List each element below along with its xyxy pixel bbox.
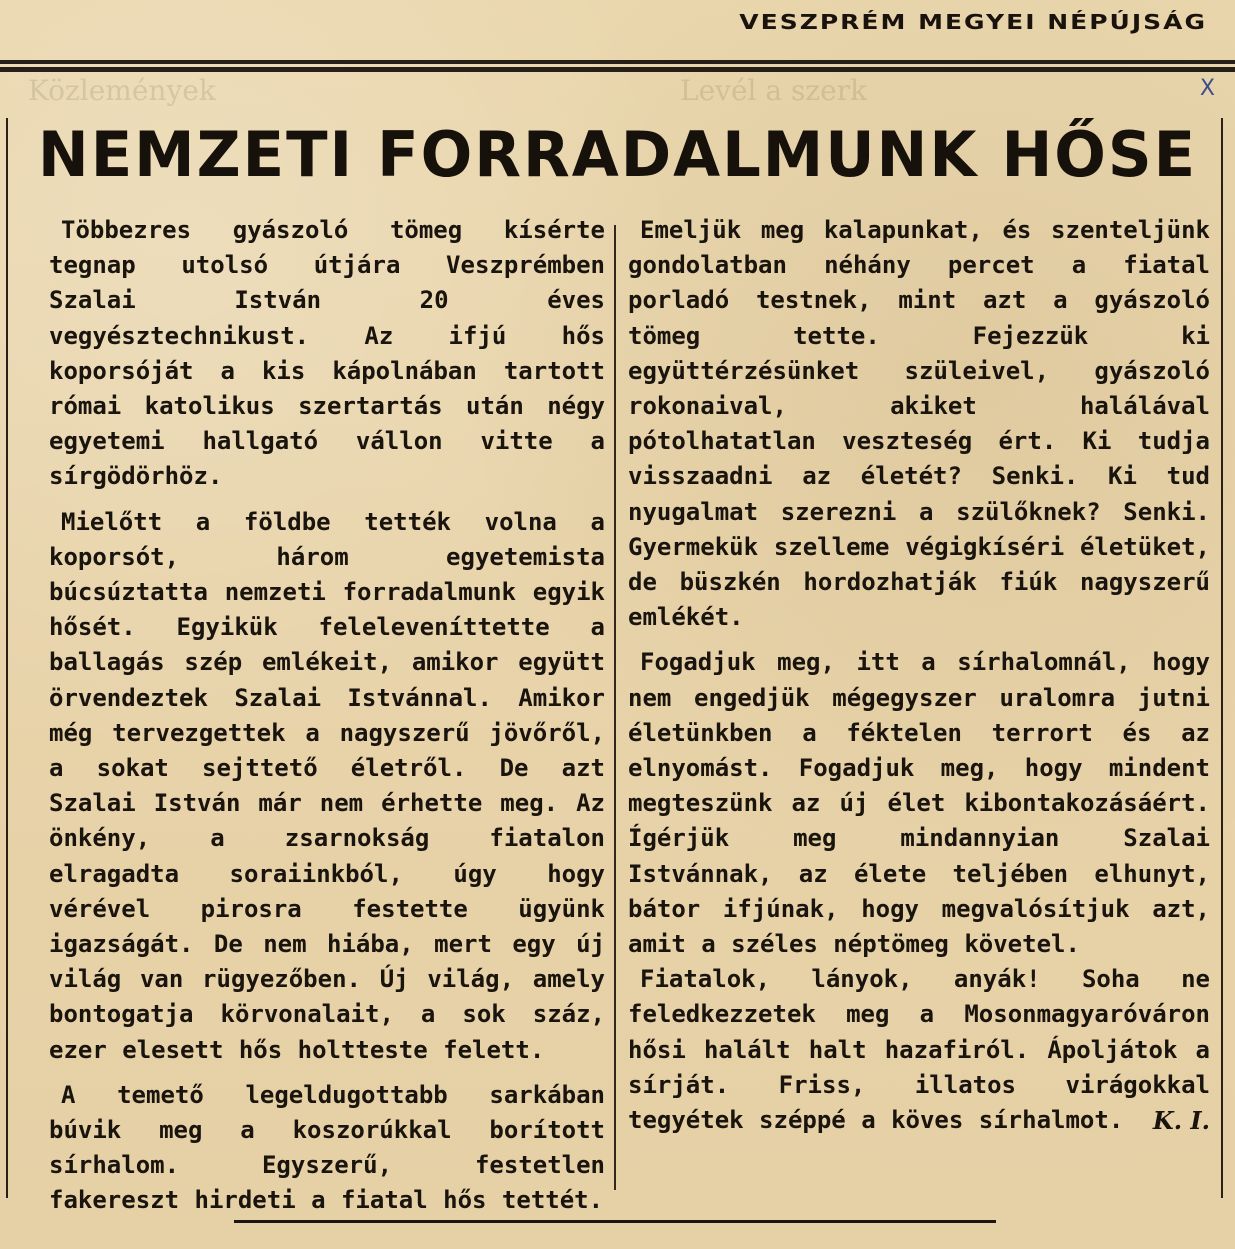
bottom-rule: [234, 1220, 996, 1223]
masthead-rule: [0, 60, 1235, 76]
right-paragraph-3: Fiatalok, lányok, anyák! Soha ne feledkezzetek meg a Mosonmagyaróváron hősi halált halt hazafiról. Ápoljátok a sírját. Friss, illatos virágokkal tegyétek széppé a köves sírhalmot.: [628, 965, 1210, 1135]
right-paragraph-2: Fogadjuk meg, itt a sírhalomnál, hogy nem engedjük mégegyszer uralomra jutni életünkben a féktelen terrort és az elnyomást. Fogadjuk meg, hogy mindent megteszünk az új élet kibontakozásáért. Ígérjük meg mindannyian Szalai Istvánnak, az élete teljében elhunyt, bátor ifjúnak, hogy megvalósítjuk azt, amit a széles néptömeg követel.: [628, 648, 1210, 959]
left-paragraph-1: Többezres gyászoló tömeg kísérte tegnap utolsó útjára Veszprémben Szalai István 20 éves vegyésztechnikust. Az ifjú hős koporsóját a kis kápolnában tartott római katolikus szertartás után négy egyetemi hallgató vállon vitte a sírgödörhöz.: [49, 216, 605, 491]
background-fragments: [0, 74, 1235, 114]
article-headline: NEMZETI FORRADALMUNK HŐSE: [37, 118, 1198, 191]
left-paragraph-2: Mielőtt a földbe tették volna a koporsót, három egyetemista búcsúztatta nemzeti forradalmunk egyik hősét. Egyikük feleleveníttette a ballagás szép emlékeit, amikor együtt örvendeztek Szalai Istvánnal. Amikor még tervezgettek a nagyszerű jövőről, a sokat sejttető életről. De azt Szalai István már nem érhette meg. Az önkény, a zsarnokság fiatalon elragadta soraiinkból, úgy hogy vérével pirosra festette ügyünk igazságát. De nem hiába, mert egy új világ van rügyezőben. Új világ, amely bontogatja körvonalait, a sok száz, ezer elesett hős holtteste felett.: [49, 507, 605, 1064]
left-border-line: [6, 118, 8, 1198]
right-column: [628, 213, 1210, 1138]
right-border-line: [1221, 118, 1223, 1198]
closing-paragraph-wrap: [628, 962, 1210, 1138]
left-paragraph-3: A temető legeldugottabb sarkában búvik meg a koszorúkkal borított sírhalom. Egyszerű, festetlen fakereszt hirdeti a fiatal hős tettét.: [49, 1080, 605, 1215]
ghost-text-center: Levél a szerk: [680, 74, 868, 107]
column-divider: [614, 225, 616, 1190]
right-paragraph-1: Emeljük meg kalapunkat, és szenteljünk gondolatban néhány percet a fiatal porladó testnek, mint azt a gyászoló tömeg tette. Fejezzük ki együttérzésünket szüleivel, gyászoló rokonaival, akiket halálával pótolhatatlan veszteség ért. Ki tudja visszaadni az életét? Senki. Ki tud nyugalmat szerezni a szülőknek? Senki. Gyermekük szelleme végigkíséri életüket, de büszkén hordozhatják fiúk nagyszerű emlékét.: [628, 216, 1210, 632]
corner-mark: X: [1199, 76, 1215, 101]
masthead-title: VESZPRÉM MEGYEI NÉPÚJSÁG: [739, 10, 1207, 34]
ghost-text-left: Közlemények: [28, 74, 216, 107]
left-column: [49, 213, 605, 1219]
author-signature: K. I.: [1152, 1106, 1210, 1136]
